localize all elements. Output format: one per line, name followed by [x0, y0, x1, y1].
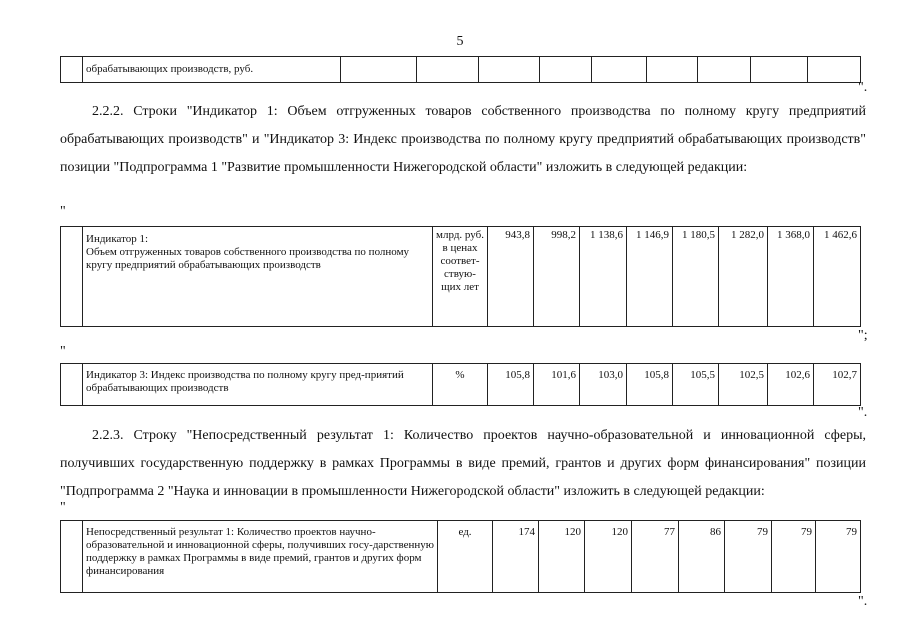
result-1-name-cell: Непосредственный результат 1: Количество проектов научно-образовательной и инновационной сферы, получивших госу-дарственную поддержку в рамках Программы в виде премий, грантов и других форм финансирования	[83, 521, 438, 593]
value-cell	[540, 57, 592, 83]
value-cell: 105,8	[627, 364, 673, 406]
value-cell	[479, 57, 540, 83]
unit-cell: ед.	[438, 521, 493, 593]
indicator-1-name-cell	[83, 227, 433, 327]
value-cell: 102,6	[768, 364, 814, 406]
closing-quote-mark: ".	[858, 405, 868, 420]
closing-quote-mark: ";	[858, 328, 868, 343]
unit-cell: млрд. руб. в ценах соответ-ствую-щих лет	[433, 227, 488, 327]
value-cell: 1 282,0	[719, 227, 768, 327]
indicator-1-title: Индикатор 1:	[86, 233, 149, 245]
value-cell: 998,2	[534, 227, 580, 327]
indicator-3-name-cell: Индикатор 3: Индекс производства по полному кругу пред-приятий обрабатывающих производств	[83, 364, 433, 406]
value-cell: 79	[772, 521, 816, 593]
value-cell: 103,0	[580, 364, 627, 406]
opening-quote-mark: "	[60, 500, 66, 515]
row-stub-cell	[61, 57, 83, 83]
closing-quote-mark: ".	[858, 594, 868, 609]
value-cell: 1 462,6	[814, 227, 861, 327]
paragraph-2-2-2: 2.2.2. Строки "Индикатор 1: Объем отгруженных товаров собственного производства по полному кругу предприятий обрабатывающих производств" и "Индикатор 3: Индекс производства по полному кругу предприятий обрабатывающих производств" позиции "Подпрограмма 1 "Развитие промышленности Нижегородской области" изложить в следующей редакции:	[60, 104, 866, 175]
value-cell: 101,6	[534, 364, 580, 406]
value-cell: 174	[493, 521, 539, 593]
paragraph-2-2-3: 2.2.3. Строку "Непосредственный результат 1: Количество проектов научно-образовательной и инновационной сферы, получивших государственную поддержку в рамках Программы в виде премий, грантов и других форм финансирования" позиции "Подпрограмма 2 "Наука и инновации в промышленности Нижегородской области" изложить в следующей редакции:	[60, 428, 866, 499]
result-1-table	[60, 520, 861, 593]
value-cell: 77	[632, 521, 679, 593]
value-cell	[592, 57, 647, 83]
value-cell	[417, 57, 479, 83]
value-cell: 1 180,5	[673, 227, 719, 327]
closing-quote-mark: ".	[858, 80, 868, 95]
opening-quote-mark: "	[60, 344, 66, 359]
value-cell: 105,5	[673, 364, 719, 406]
row-name-cell: обрабатывающих производств, руб.	[83, 57, 341, 83]
value-cell: 1 368,0	[768, 227, 814, 327]
value-cell: 79	[816, 521, 861, 593]
indicator-3-table	[60, 363, 861, 406]
value-cell: 1 138,6	[580, 227, 627, 327]
row-stub-cell	[61, 364, 83, 406]
value-cell: 102,7	[814, 364, 861, 406]
value-cell	[341, 57, 417, 83]
row-stub-cell	[61, 521, 83, 593]
indicator-1-description: Объем отгруженных товаров собственного производства по полному кругу предприятий обрабатывающих производств	[86, 246, 410, 271]
value-cell: 102,5	[719, 364, 768, 406]
indicator-1-table	[60, 226, 861, 327]
value-cell	[751, 57, 808, 83]
value-cell: 1 146,9	[627, 227, 673, 327]
value-cell: 943,8	[488, 227, 534, 327]
value-cell: 105,8	[488, 364, 534, 406]
row-stub-cell	[61, 227, 83, 327]
value-cell	[808, 57, 861, 83]
value-cell	[698, 57, 751, 83]
table-previous-row	[60, 56, 861, 83]
unit-cell: %	[433, 364, 488, 406]
value-cell: 120	[585, 521, 632, 593]
opening-quote-mark: "	[60, 204, 66, 219]
value-cell: 86	[679, 521, 725, 593]
page-number: 5	[456, 34, 464, 49]
value-cell	[647, 57, 698, 83]
value-cell: 79	[725, 521, 772, 593]
value-cell: 120	[539, 521, 585, 593]
